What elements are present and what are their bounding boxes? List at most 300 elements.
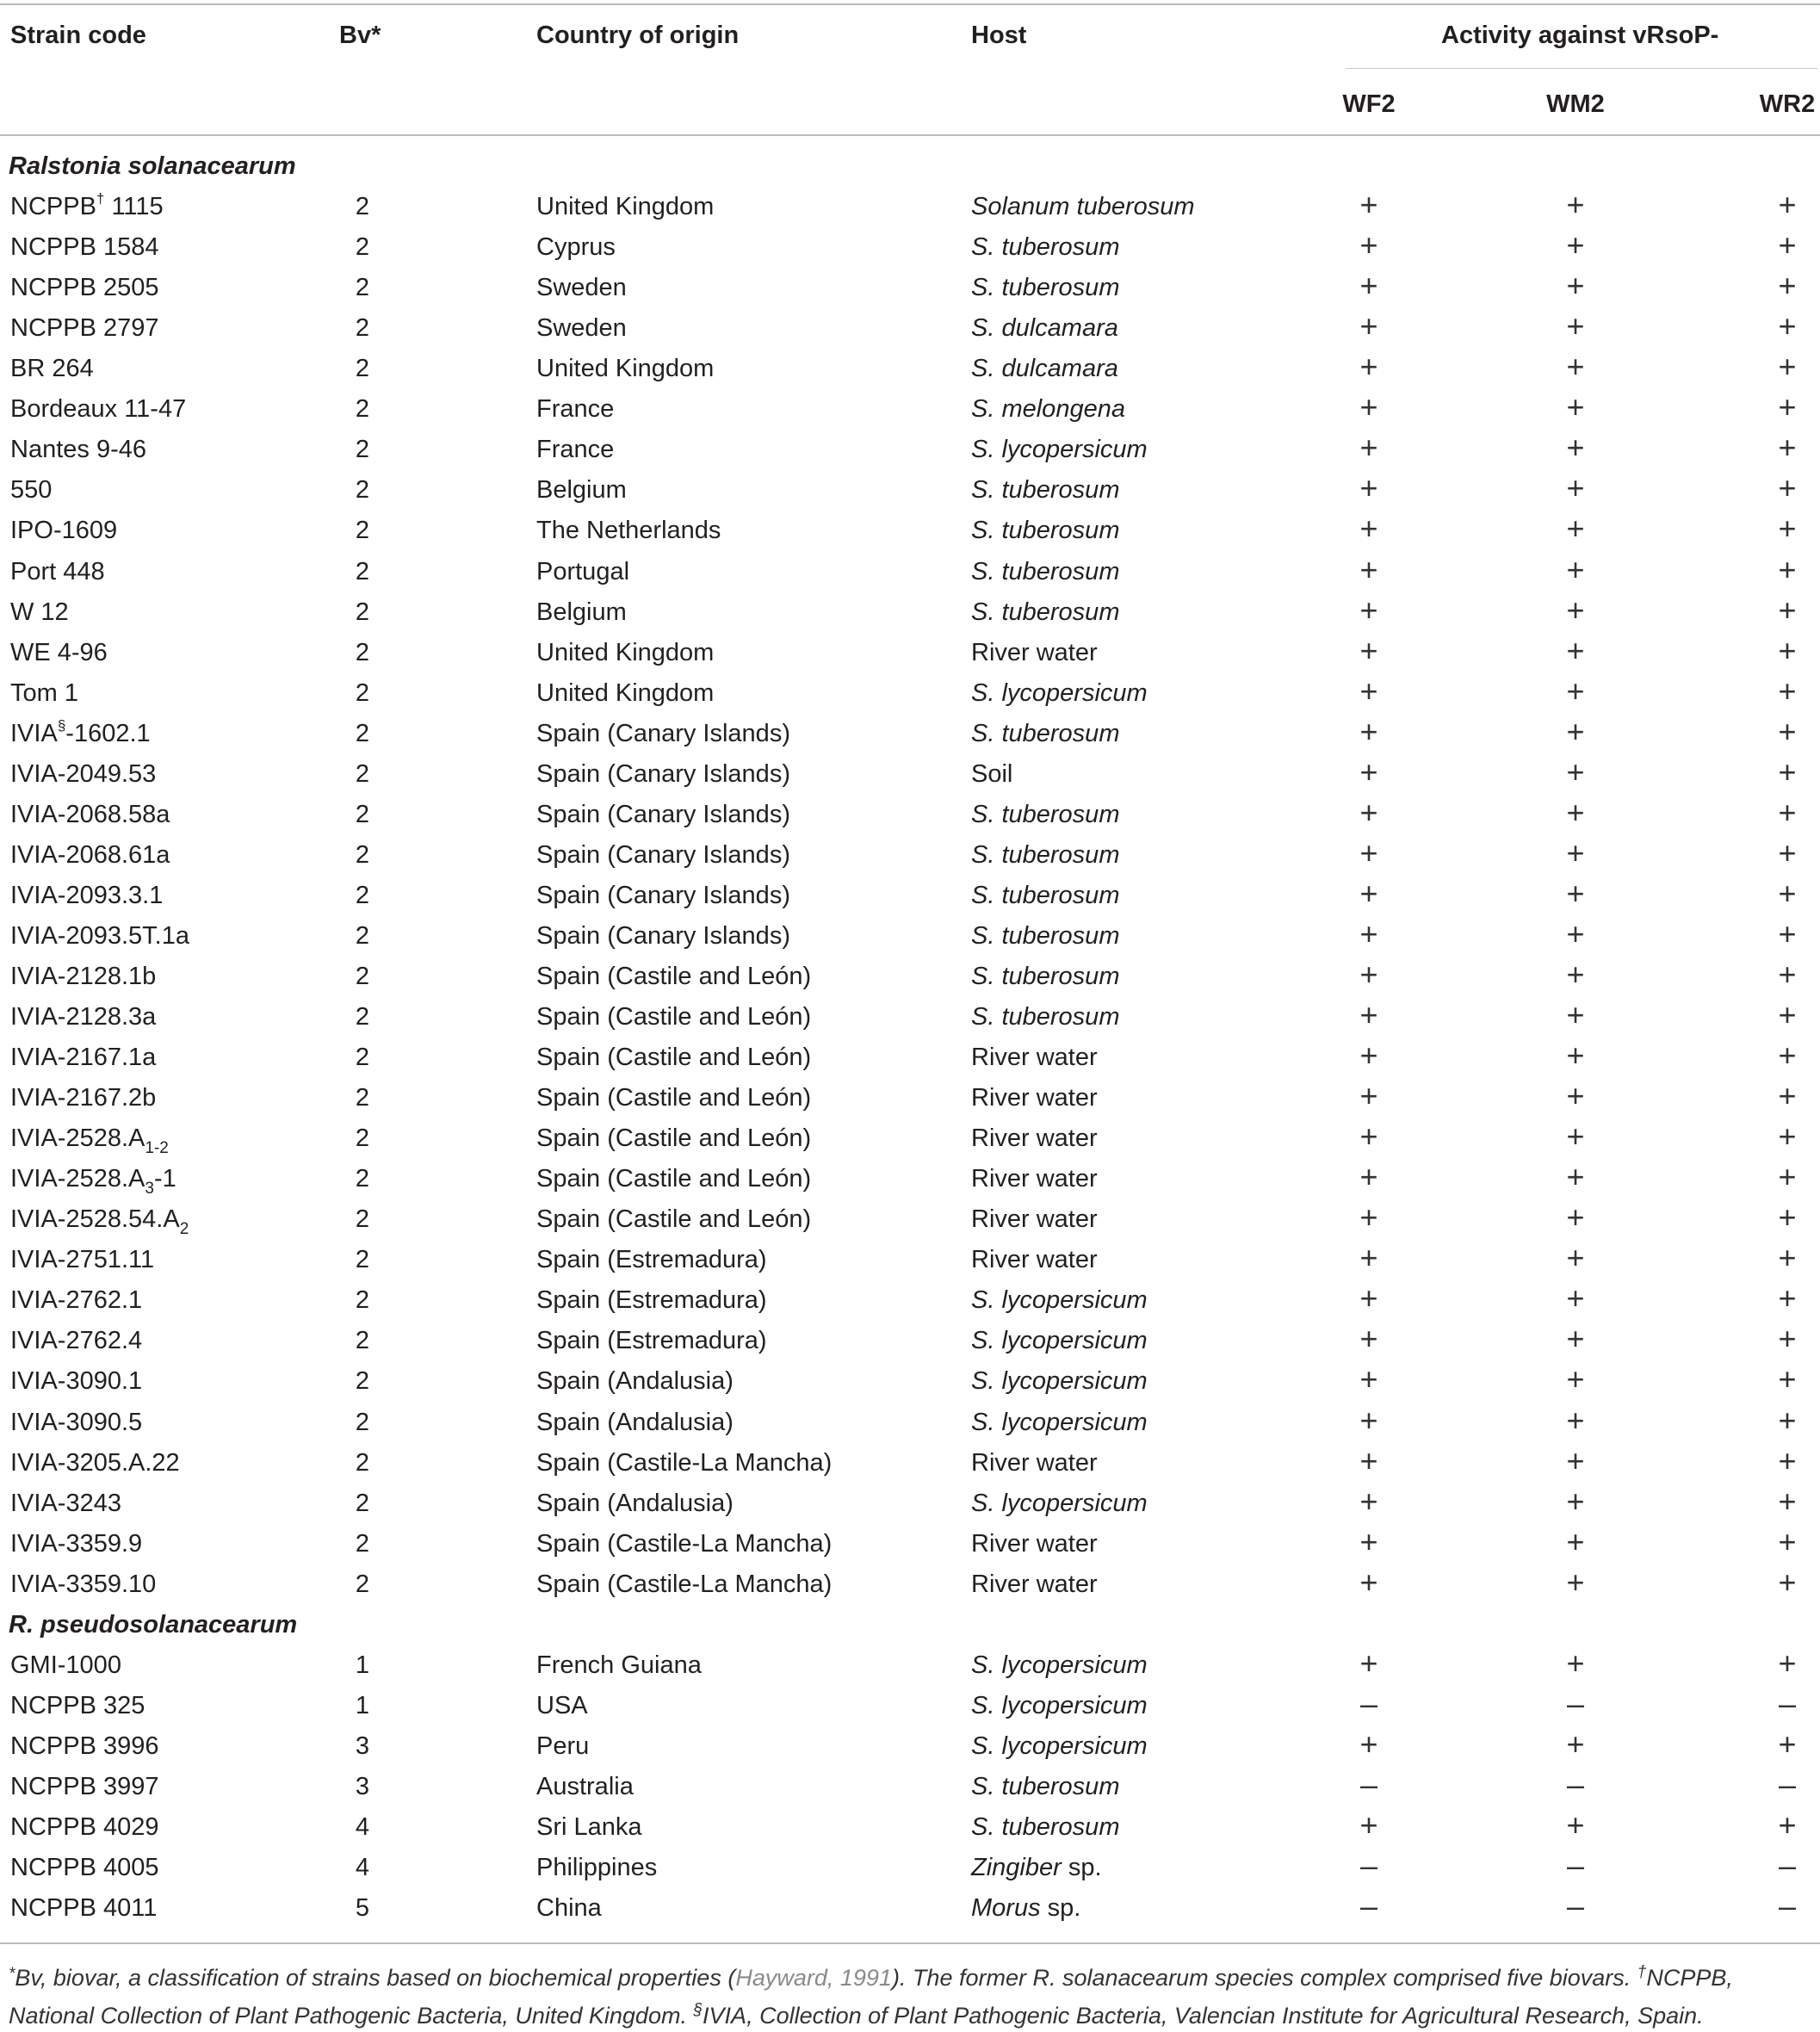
strain-code bbox=[10, 759, 156, 789]
host-text: River water bbox=[971, 1246, 1098, 1273]
activity-wf2: + bbox=[1359, 714, 1378, 749]
host-text: River water bbox=[971, 1530, 1098, 1558]
country-of-origin: Spain (Estremadura) bbox=[536, 1286, 767, 1314]
strain-code bbox=[10, 840, 170, 870]
host bbox=[971, 1812, 1119, 1842]
strain-code-text: NCPPB 1584 bbox=[10, 233, 159, 261]
strain-code-text: WE 4-96 bbox=[10, 639, 108, 666]
activity-wf2: + bbox=[1359, 1403, 1378, 1438]
biovar: 2 bbox=[355, 558, 370, 585]
host-species: S. lycopersicum bbox=[971, 1490, 1148, 1517]
activity-wf2: + bbox=[1359, 552, 1378, 587]
activity-wm2: – bbox=[1566, 1848, 1585, 1883]
strain-code bbox=[10, 800, 170, 829]
strain-code-text: Bordeaux 11-47 bbox=[10, 395, 187, 423]
host bbox=[971, 1772, 1119, 1801]
biovar: 2 bbox=[355, 1165, 370, 1193]
biovar: 5 bbox=[355, 1894, 370, 1922]
activity-wm2: + bbox=[1566, 673, 1585, 709]
country-of-origin: Spain (Andalusia) bbox=[536, 1490, 734, 1517]
strain-code-text: NCPPB bbox=[10, 193, 96, 220]
biovar: 2 bbox=[355, 922, 370, 950]
footnote-asterisk: * bbox=[9, 1965, 15, 1983]
strain-code-text: IVIA-3359.9 bbox=[10, 1530, 143, 1558]
biovar: 2 bbox=[355, 1044, 370, 1071]
activity-wm2: + bbox=[1566, 592, 1585, 628]
activity-wr2: + bbox=[1778, 552, 1797, 587]
activity-wr2: + bbox=[1778, 1443, 1797, 1478]
host-species: S. dulcamara bbox=[971, 355, 1118, 382]
host bbox=[971, 1124, 1098, 1153]
header-bottom-rule bbox=[0, 134, 1820, 136]
host-text: River water bbox=[971, 1205, 1098, 1233]
activity-wm2: + bbox=[1566, 714, 1585, 749]
activity-wf2: + bbox=[1359, 1564, 1378, 1600]
country-of-origin: France bbox=[536, 436, 615, 463]
strain-code-text: IVIA-3090.1 bbox=[10, 1367, 143, 1395]
activity-wf2: + bbox=[1359, 1038, 1378, 1073]
strain-code-text: NCPPB 325 bbox=[10, 1692, 145, 1719]
biovar: 2 bbox=[355, 274, 370, 301]
host-text: River water bbox=[971, 1570, 1098, 1598]
biovar: 2 bbox=[355, 598, 370, 626]
strain-code-suffix: 1115 bbox=[104, 193, 164, 220]
strain-code-tail: -1 bbox=[153, 1165, 176, 1193]
strain-code-text: NCPPB 4005 bbox=[10, 1854, 159, 1881]
footnote-part-3: NCPPB, National Collection of Plant Pathogenic Bacteria, United Kingdom. bbox=[9, 1965, 1733, 2029]
header-wf2: WF2 bbox=[1342, 90, 1396, 118]
host bbox=[971, 1043, 1098, 1072]
activity-wf2: + bbox=[1359, 187, 1378, 222]
activity-wm2: + bbox=[1566, 349, 1585, 384]
strain-code-text: NCPPB 4029 bbox=[10, 1813, 159, 1841]
strain-code-text: NCPPB 2505 bbox=[10, 274, 159, 301]
strain-code-text: IVIA bbox=[10, 720, 58, 747]
activity-wm2: – bbox=[1566, 1767, 1585, 1802]
country-of-origin: Spain (Castile and León) bbox=[536, 1165, 812, 1193]
country-of-origin: United Kingdom bbox=[536, 355, 715, 382]
strain-code bbox=[10, 881, 163, 910]
table-footnote bbox=[9, 1956, 1811, 2032]
strain-code bbox=[10, 1245, 154, 1274]
host bbox=[971, 475, 1119, 505]
biovar: 2 bbox=[355, 436, 370, 463]
host bbox=[971, 1489, 1148, 1518]
country-of-origin: China bbox=[536, 1894, 602, 1922]
activity-wm2: + bbox=[1566, 633, 1585, 668]
country-of-origin: United Kingdom bbox=[536, 639, 715, 666]
biovar: 2 bbox=[355, 1409, 370, 1436]
host-text: River water bbox=[971, 1124, 1098, 1152]
host-species: Zingiber bbox=[971, 1854, 1062, 1881]
host-species: S. lycopersicum bbox=[971, 436, 1148, 463]
host bbox=[971, 435, 1148, 464]
strain-code-sub: 1-2 bbox=[145, 1139, 169, 1157]
activity-wm2: – bbox=[1566, 1888, 1585, 1924]
host-species: S. tuberosum bbox=[971, 558, 1120, 585]
host bbox=[971, 638, 1098, 667]
country-of-origin: Spain (Castile and León) bbox=[536, 1003, 812, 1031]
country-of-origin: Spain (Estremadura) bbox=[536, 1327, 767, 1354]
host-species: S. melongena bbox=[971, 395, 1125, 423]
activity-wr2: + bbox=[1778, 916, 1797, 951]
country-of-origin: Portugal bbox=[536, 558, 630, 585]
activity-wr2: + bbox=[1778, 430, 1797, 465]
activity-wr2: + bbox=[1778, 227, 1797, 263]
host-text: River water bbox=[971, 1084, 1098, 1112]
strain-code-text: IPO-1609 bbox=[10, 517, 118, 544]
biovar: 2 bbox=[355, 1327, 370, 1354]
host bbox=[971, 1245, 1098, 1274]
header-bv: Bv* bbox=[339, 22, 381, 49]
strain-code-text: IVIA-2528.A bbox=[10, 1124, 145, 1152]
activity-wr2: + bbox=[1778, 1564, 1797, 1600]
biovar: 2 bbox=[355, 1490, 370, 1517]
host bbox=[971, 1570, 1098, 1599]
biovar: 2 bbox=[355, 760, 370, 788]
activity-wr2: + bbox=[1778, 389, 1797, 424]
country-of-origin: Spain (Castile and León) bbox=[536, 1084, 812, 1112]
biovar: 2 bbox=[355, 963, 370, 990]
activity-wm2: + bbox=[1566, 268, 1585, 303]
country-of-origin: Spain (Castile and León) bbox=[536, 1124, 812, 1152]
country-of-origin: Peru bbox=[536, 1732, 590, 1760]
country-of-origin: Spain (Estremadura) bbox=[536, 1246, 767, 1273]
host bbox=[971, 678, 1148, 708]
host-species: S. tuberosum bbox=[971, 517, 1120, 544]
country-of-origin: Spain (Canary Islands) bbox=[536, 922, 790, 950]
host-species: S. lycopersicum bbox=[971, 1286, 1148, 1314]
strain-code-text: Port 448 bbox=[10, 558, 105, 585]
country-of-origin: Belgium bbox=[536, 598, 627, 626]
strain-code-text: NCPPB 2797 bbox=[10, 314, 159, 342]
activity-wf2: + bbox=[1359, 835, 1378, 870]
host-text: River water bbox=[971, 1449, 1098, 1477]
host bbox=[971, 962, 1119, 991]
host bbox=[971, 313, 1118, 343]
activity-wr2: – bbox=[1778, 1848, 1797, 1883]
activity-wm2: + bbox=[1566, 1645, 1585, 1681]
activity-wf2: + bbox=[1359, 754, 1378, 790]
biovar: 2 bbox=[355, 1003, 370, 1031]
biovar: 2 bbox=[355, 882, 370, 909]
activity-wf2: + bbox=[1359, 1159, 1378, 1194]
country-of-origin: Spain (Andalusia) bbox=[536, 1367, 734, 1395]
activity-wf2: + bbox=[1359, 1118, 1378, 1154]
strain-code-suffix: -1602.1 bbox=[65, 720, 151, 747]
strain-code-text: IVIA-3090.5 bbox=[10, 1409, 143, 1436]
country-of-origin: Philippines bbox=[536, 1854, 658, 1881]
activity-wr2: + bbox=[1778, 1726, 1797, 1762]
strain-code-text: IVIA-2128.3a bbox=[10, 1003, 157, 1031]
activity-wm2: + bbox=[1566, 1403, 1585, 1438]
activity-wm2: + bbox=[1566, 1564, 1585, 1600]
activity-wm2: + bbox=[1566, 916, 1585, 951]
strain-code-text: IVIA-2528.54.A bbox=[10, 1205, 180, 1233]
activity-wr2: + bbox=[1778, 714, 1797, 749]
strain-code bbox=[10, 962, 156, 991]
host bbox=[971, 719, 1119, 748]
activity-wf2: + bbox=[1359, 1361, 1378, 1397]
country-of-origin: Australia bbox=[536, 1773, 634, 1800]
host-species: S. tuberosum bbox=[971, 274, 1120, 301]
activity-wm2: + bbox=[1566, 997, 1585, 1032]
strain-code bbox=[10, 1164, 176, 1198]
strain-code bbox=[10, 516, 117, 545]
host bbox=[971, 1691, 1148, 1720]
host-species: S. tuberosum bbox=[971, 1003, 1120, 1031]
activity-wm2: + bbox=[1566, 1280, 1585, 1316]
activity-wf2: + bbox=[1359, 1645, 1378, 1681]
activity-wm2: + bbox=[1566, 876, 1585, 911]
host-species: S. tuberosum bbox=[971, 233, 1120, 261]
biovar: 2 bbox=[355, 1570, 370, 1598]
biovar: 1 bbox=[355, 1692, 370, 1719]
host-species: Morus bbox=[971, 1894, 1041, 1922]
strain-code bbox=[10, 1448, 180, 1478]
strain-code-text: IVIA-2528.A bbox=[10, 1165, 145, 1193]
activity-wr2: + bbox=[1778, 470, 1797, 505]
activity-wm2: + bbox=[1566, 957, 1585, 992]
activity-wr2: + bbox=[1778, 835, 1797, 870]
biovar: 2 bbox=[355, 1084, 370, 1112]
host bbox=[971, 921, 1119, 951]
biovar: 3 bbox=[355, 1773, 370, 1800]
host-species: S. dulcamara bbox=[971, 314, 1118, 342]
strain-code bbox=[10, 1651, 121, 1680]
country-of-origin: United Kingdom bbox=[536, 679, 715, 707]
header-host: Host bbox=[971, 22, 1027, 49]
strain-code bbox=[10, 1408, 142, 1437]
strain-code-text: GMI-1000 bbox=[10, 1651, 121, 1679]
host bbox=[971, 1366, 1148, 1396]
host-species: S. tuberosum bbox=[971, 1773, 1120, 1800]
activity-wm2: + bbox=[1566, 187, 1585, 222]
activity-wm2: + bbox=[1566, 1361, 1585, 1397]
country-of-origin: Spain (Andalusia) bbox=[536, 1409, 734, 1436]
biovar: 2 bbox=[355, 1205, 370, 1233]
activity-wm2: + bbox=[1566, 470, 1585, 505]
activity-wf2: + bbox=[1359, 1443, 1378, 1478]
activity-wm2: + bbox=[1566, 1726, 1585, 1762]
host bbox=[971, 192, 1195, 221]
country-of-origin: Spain (Castile and León) bbox=[536, 1205, 812, 1233]
activity-wm2: + bbox=[1566, 1443, 1585, 1478]
country-of-origin: Spain (Castile-La Mancha) bbox=[536, 1570, 833, 1598]
strain-code bbox=[10, 394, 186, 424]
strain-code bbox=[10, 1732, 159, 1761]
activity-wf2: + bbox=[1359, 795, 1378, 830]
header-activity: Activity against vRsoP- bbox=[1441, 22, 1719, 49]
activity-wf2: + bbox=[1359, 1524, 1378, 1559]
country-of-origin: France bbox=[536, 395, 615, 423]
strain-code bbox=[10, 313, 159, 343]
strain-code-text: IVIA-2068.61a bbox=[10, 841, 170, 869]
activity-wr2: – bbox=[1778, 1686, 1797, 1721]
biovar: 2 bbox=[355, 1246, 370, 1273]
strain-code bbox=[10, 1002, 156, 1031]
strain-code bbox=[10, 435, 146, 464]
country-of-origin: French Guiana bbox=[536, 1651, 702, 1679]
activity-wr2: + bbox=[1778, 349, 1797, 384]
host bbox=[971, 1893, 1080, 1923]
strain-code-text: IVIA-2128.1b bbox=[10, 963, 157, 990]
strain-code bbox=[10, 1043, 156, 1072]
activity-wm2: + bbox=[1566, 754, 1585, 790]
strain-code bbox=[10, 1812, 159, 1842]
host-species: S. tuberosum bbox=[971, 922, 1120, 950]
strain-code bbox=[10, 1326, 142, 1355]
country-of-origin: Sri Lanka bbox=[536, 1813, 642, 1841]
biovar: 2 bbox=[355, 395, 370, 423]
strain-code bbox=[10, 1285, 142, 1315]
strain-code-sup: † bbox=[96, 190, 105, 207]
country-of-origin: Spain (Castile and León) bbox=[536, 1044, 812, 1071]
activity-wr2: + bbox=[1778, 1524, 1797, 1559]
activity-wf2: – bbox=[1359, 1848, 1378, 1883]
country-of-origin: Spain (Castile and León) bbox=[536, 963, 812, 990]
activity-wf2: + bbox=[1359, 1484, 1378, 1519]
host-species: Solanum tuberosum bbox=[971, 193, 1195, 220]
activity-wm2: + bbox=[1566, 1038, 1585, 1073]
strain-code-text: IVIA-3205.A.22 bbox=[10, 1449, 180, 1477]
host-species: S. lycopersicum bbox=[971, 1367, 1148, 1395]
host-species: S. tuberosum bbox=[971, 598, 1120, 626]
host bbox=[971, 1285, 1148, 1315]
host bbox=[971, 1164, 1098, 1193]
activity-wm2: + bbox=[1566, 430, 1585, 465]
strain-code-text: Tom 1 bbox=[10, 679, 78, 707]
strain-code bbox=[10, 1529, 142, 1558]
strain-code bbox=[10, 1489, 121, 1518]
biovar: 1 bbox=[355, 1651, 370, 1679]
biovar: 2 bbox=[355, 517, 370, 544]
strain-code-sub: 3 bbox=[145, 1180, 154, 1198]
strain-code bbox=[10, 354, 94, 383]
strain-code bbox=[10, 678, 78, 708]
host bbox=[971, 840, 1119, 870]
biovar: 2 bbox=[355, 233, 370, 261]
activity-wr2: + bbox=[1778, 1038, 1797, 1073]
host bbox=[971, 1448, 1098, 1478]
biovar: 2 bbox=[355, 355, 370, 382]
activity-wm2: – bbox=[1566, 1686, 1585, 1721]
strain-code-text: IVIA-2068.58a bbox=[10, 801, 170, 828]
activity-wf2: + bbox=[1359, 1726, 1378, 1762]
activity-wr2: – bbox=[1778, 1888, 1797, 1924]
activity-wm2: + bbox=[1566, 1118, 1585, 1154]
strain-code-text: IVIA-2762.4 bbox=[10, 1327, 143, 1354]
biovar: 4 bbox=[355, 1813, 370, 1841]
activity-wf2: + bbox=[1359, 430, 1378, 465]
activity-wr2: + bbox=[1778, 1118, 1797, 1154]
biovar: 2 bbox=[355, 1367, 370, 1395]
host bbox=[971, 394, 1125, 424]
activity-wf2: – bbox=[1359, 1888, 1378, 1924]
activity-wf2: + bbox=[1359, 1321, 1378, 1356]
host bbox=[971, 598, 1119, 627]
strain-code-sub: 2 bbox=[179, 1220, 189, 1238]
strain-code-text: IVIA-3243 bbox=[10, 1490, 121, 1517]
footnote-dagger: † bbox=[1637, 1963, 1647, 1981]
activity-wr2: + bbox=[1778, 511, 1797, 546]
activity-wf2: + bbox=[1359, 1280, 1378, 1316]
header-country: Country of origin bbox=[536, 22, 740, 49]
country-of-origin: Belgium bbox=[536, 476, 627, 504]
activity-wf2: + bbox=[1359, 470, 1378, 505]
activity-wr2: + bbox=[1778, 1484, 1797, 1519]
activity-wm2: + bbox=[1566, 227, 1585, 263]
activity-wr2: + bbox=[1778, 997, 1797, 1032]
country-of-origin: Spain (Canary Islands) bbox=[536, 801, 790, 828]
strain-code bbox=[10, 598, 69, 627]
biovar: 2 bbox=[355, 193, 370, 220]
activity-wr2: + bbox=[1778, 1078, 1797, 1113]
activity-wr2: + bbox=[1778, 1240, 1797, 1275]
country-of-origin: United Kingdom bbox=[536, 193, 715, 220]
country-of-origin: Spain (Canary Islands) bbox=[536, 720, 790, 747]
activity-wf2: + bbox=[1359, 633, 1378, 668]
country-of-origin: Spain (Canary Islands) bbox=[536, 841, 790, 869]
host-text: River water bbox=[971, 639, 1098, 666]
activity-wf2: + bbox=[1359, 1199, 1378, 1235]
biovar: 2 bbox=[355, 841, 370, 869]
activity-wf2: + bbox=[1359, 1240, 1378, 1275]
activity-wr2: + bbox=[1778, 1403, 1797, 1438]
activity-wr2: + bbox=[1778, 673, 1797, 709]
activity-wf2: + bbox=[1359, 511, 1378, 546]
strain-code bbox=[10, 638, 108, 667]
activity-wm2: + bbox=[1566, 1807, 1585, 1843]
biovar: 2 bbox=[355, 1124, 370, 1152]
country-of-origin: Spain (Castile-La Mancha) bbox=[536, 1530, 833, 1558]
activity-wm2: + bbox=[1566, 552, 1585, 587]
host-text: sp. bbox=[1061, 1854, 1102, 1881]
footnote-part-4: IVIA, Collection of Plant Pathogenic Bacteria, Valencian Institute for Agricultural Research, Spain. bbox=[703, 2003, 1704, 2029]
strain-code-text: NCPPB 3997 bbox=[10, 1773, 159, 1800]
activity-wf2: + bbox=[1359, 592, 1378, 628]
activity-wr2: + bbox=[1778, 754, 1797, 790]
strain-code-text: 550 bbox=[10, 476, 53, 504]
activity-wf2: + bbox=[1359, 268, 1378, 303]
table-bottom-rule bbox=[0, 1942, 1820, 1944]
biovar: 2 bbox=[355, 1449, 370, 1477]
strain-code-text: IVIA-2762.1 bbox=[10, 1286, 143, 1314]
host-species: S. tuberosum bbox=[971, 720, 1120, 747]
strain-code-text: NCPPB 4011 bbox=[10, 1894, 158, 1922]
host-species: S. tuberosum bbox=[971, 963, 1120, 990]
strain-code bbox=[10, 557, 105, 586]
strain-code bbox=[10, 1893, 157, 1923]
strain-code bbox=[10, 1366, 142, 1396]
activity-wr2: + bbox=[1778, 1645, 1797, 1681]
host-species: S. lycopersicum bbox=[971, 1409, 1148, 1436]
activity-wf2: + bbox=[1359, 876, 1378, 911]
activity-wf2: + bbox=[1359, 916, 1378, 951]
strain-code-text: Nantes 9-46 bbox=[10, 436, 146, 463]
strain-code-text: IVIA-2167.1a bbox=[10, 1044, 157, 1071]
host-text: River water bbox=[971, 1044, 1098, 1071]
strain-code-sup: § bbox=[57, 717, 66, 734]
footnote-reference-link[interactable]: Hayward, 1991 bbox=[735, 1965, 892, 1991]
activity-wr2: + bbox=[1778, 1199, 1797, 1235]
host bbox=[971, 273, 1119, 302]
section-title: Ralstonia solanacearum bbox=[9, 152, 296, 180]
strain-code-text: IVIA-2093.3.1 bbox=[10, 882, 164, 909]
strain-code bbox=[10, 475, 52, 505]
section-title: R. pseudosolanacearum bbox=[9, 1610, 298, 1639]
activity-wr2: + bbox=[1778, 1280, 1797, 1316]
